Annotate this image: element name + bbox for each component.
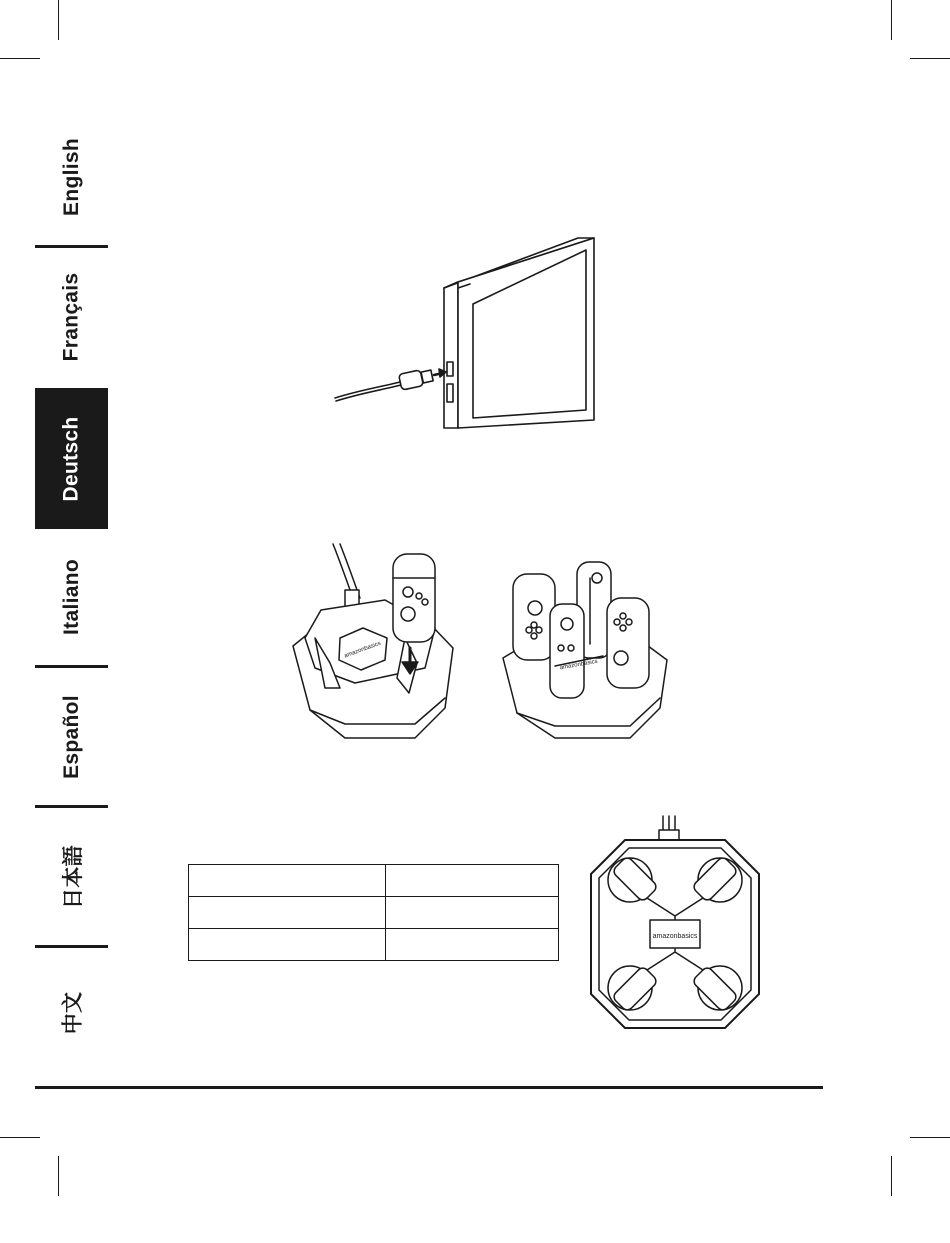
table-row [189,865,559,897]
tab-deutsch[interactable] [35,388,108,529]
tab-label: English [59,137,83,216]
crop-mark [910,1137,950,1138]
tab-chinese[interactable] [35,948,108,1078]
table-row [189,897,559,929]
table-cell [386,897,559,929]
charger-loaded-illustration [495,548,675,743]
brand-logo: amazonbasics [343,640,382,660]
tab-italiano[interactable] [35,530,108,664]
crop-mark [58,1156,59,1196]
table-cell [386,865,559,897]
tab-english[interactable] [35,108,108,245]
crop-mark [0,1137,40,1138]
crop-mark [891,1156,892,1196]
crop-mark [891,0,892,40]
tab-label: Español [59,694,83,779]
tab-japanese[interactable] [35,808,108,945]
bottom-rule [35,1086,823,1089]
crop-mark [0,58,40,59]
tab-label: Français [59,272,83,362]
table-cell [189,865,386,897]
table-cell [386,929,559,961]
tab-label: 中文 [61,991,85,1035]
charger-top-view-illustration [585,808,765,1030]
table-cell [189,929,386,961]
dock-usb-illustration [330,230,620,435]
tab-label: Deutsch [59,416,83,501]
brand-logo: amazonbasics [559,658,599,672]
crop-mark [910,58,950,59]
tab-label: 日本語 [61,844,85,909]
table-cell [189,897,386,929]
tab-francais[interactable] [35,248,108,386]
brand-logo: amazonbasics [652,933,698,940]
charger-insert-illustration [285,538,460,743]
table-row [189,929,559,961]
tab-label: Italiano [59,559,83,635]
crop-mark [58,0,59,40]
tab-espanol[interactable] [35,668,108,805]
spec-table [188,864,559,961]
